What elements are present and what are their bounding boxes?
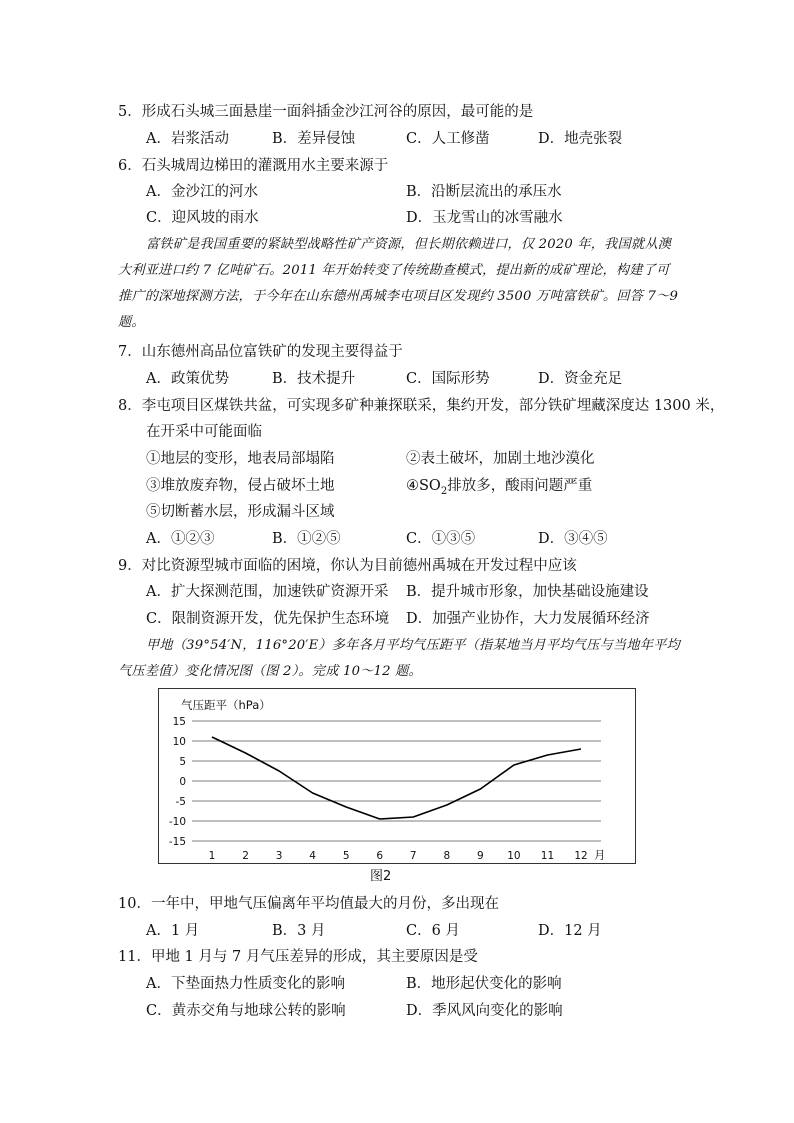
x-tick-label: 8 xyxy=(443,850,451,862)
intro1-line-2: 大利亚进口约 7 亿吨矿石。2011 年开始转变了传统勘查模式，提出新的成矿理论，构建了可 xyxy=(118,263,670,278)
y-tick-label: 10 xyxy=(172,736,186,748)
x-tick-label: 10 xyxy=(507,850,521,862)
q8-option-d: D．③④⑤ xyxy=(538,531,608,547)
q9-option-b: B．提升城市形象，加快基础设施建设 xyxy=(406,584,649,600)
q7-option-c: C．国际形势 xyxy=(406,371,490,387)
q5-option-c: C．人工修凿 xyxy=(406,131,490,147)
chart-svg xyxy=(159,689,635,863)
q8-item-5: ⑤切断蓄水层，形成漏斗区域 xyxy=(146,504,335,520)
q8-option-b: B．①②⑤ xyxy=(272,531,341,547)
chart-title: 气压距平（hPa） xyxy=(181,698,271,712)
intro2-line-2: 气压差值）变化情况图（图 2）。完成 10～12 题。 xyxy=(118,664,422,679)
q9-option-a: A．扩大探测范围，加速铁矿资源开采 xyxy=(146,584,389,600)
q6-option-b: B．沿断层流出的承压水 xyxy=(406,184,562,200)
q8-item-4 xyxy=(406,476,592,496)
q8-item-4-suffix: 排放多，酸雨问题严重 xyxy=(447,478,593,494)
y-tick-label: -15 xyxy=(168,836,186,848)
x-tick-label: 3 xyxy=(275,850,283,862)
x-tick-label: 7 xyxy=(409,850,417,862)
q7-option-d: D．资金充足 xyxy=(538,371,623,387)
y-tick-label: 15 xyxy=(172,716,186,728)
q8-item-2: ②表土破坏，加剧土地沙漠化 xyxy=(406,451,595,467)
q9-option-c: C．限制资源开发，优先保护生态环境 xyxy=(146,611,390,627)
q6-option-a: A．金沙江的河水 xyxy=(146,184,258,200)
q9-option-d: D．加强产业协作，大力发展循环经济 xyxy=(406,611,650,627)
pressure-anomaly-chart xyxy=(158,688,636,864)
q10-option-a: A．1 月 xyxy=(146,923,200,939)
x-tick-label: 4 xyxy=(309,850,316,862)
q8-stem-line-2: 在开采中可能面临 xyxy=(146,424,262,440)
intro1-line-4: 题。 xyxy=(118,315,145,330)
q8-item-4-prefix: ④SO xyxy=(406,478,441,494)
q11-option-b: B．地形起伏变化的影响 xyxy=(406,976,562,992)
intro2-line-1: 甲地（39°54′N，116°20′E）多年各月平均气压距平（指某地当月平均气压与当地年平均 xyxy=(146,638,680,653)
q5-stem: 5．形成石头城三面悬崖一面斜插金沙江河谷的原因，最可能的是 xyxy=(118,104,534,120)
x-tick-label: 9 xyxy=(477,850,484,862)
q6-option-d: D．玉龙雪山的冰雪融水 xyxy=(406,210,563,226)
q8-item-3: ③堆放废弃物，侵占破坏土地 xyxy=(146,478,335,494)
y-tick-label: 5 xyxy=(179,756,186,768)
q11-option-c: C．黄赤交角与地球公转的影响 xyxy=(146,1003,346,1019)
q5-option-d: D．地壳张裂 xyxy=(538,131,623,147)
q6-option-c: C．迎风坡的雨水 xyxy=(146,210,259,226)
x-tick-label: 1 xyxy=(208,850,216,862)
q7-stem: 7．山东德州高品位富铁矿的发现主要得益于 xyxy=(118,344,403,360)
y-tick-label: -5 xyxy=(175,796,186,808)
q11-option-d: D．季风风向变化的影响 xyxy=(406,1003,563,1019)
figure-caption: 图2 xyxy=(370,869,392,884)
q9-stem: 9．对比资源型城市面临的困境，你认为目前德州禹城在开发过程中应该 xyxy=(118,558,577,574)
y-tick-label: -10 xyxy=(168,816,186,828)
q8-item-1: ①地层的变形，地表局部塌陷 xyxy=(146,451,335,467)
x-tick-label: 2 xyxy=(242,850,249,862)
intro1-line-3: 推广的深地探测方法，于今年在山东德州禹城李屯项目区发现约 3500 万吨富铁矿。回答 7～9 xyxy=(118,289,679,304)
x-axis-label: 月 xyxy=(594,848,606,862)
q10-option-d: D．12 月 xyxy=(538,923,602,939)
q11-stem: 11．甲地 1 月与 7 月气压差异的形成，其主要原因是受 xyxy=(118,949,478,965)
q5-option-a: A．岩浆活动 xyxy=(146,131,229,147)
q10-option-b: B．3 月 xyxy=(272,923,326,939)
q10-stem: 10．一年中，甲地气压偏离年平均值最大的月份，多出现在 xyxy=(118,896,499,912)
q5-option-b: B．差异侵蚀 xyxy=(272,131,356,147)
q8-option-c: C．①③⑤ xyxy=(406,531,476,547)
series-line xyxy=(212,737,581,819)
q8-option-a: A．①②③ xyxy=(146,531,215,547)
x-tick-label: 11 xyxy=(540,850,555,862)
q6-stem: 6．石头城周边梯田的灌溉用水主要来源于 xyxy=(118,158,389,174)
x-tick-label: 12 xyxy=(574,850,588,862)
q8-item-4-subscript: 2 xyxy=(440,485,448,497)
q11-option-a: A．下垫面热力性质变化的影响 xyxy=(146,976,345,992)
q8-stem-line-1: 8．李屯项目区煤铁共盆，可实现多矿种兼探联采，集约开发，部分铁矿埋藏深度达 1300 米， xyxy=(118,398,725,414)
q7-option-b: B．技术提升 xyxy=(272,371,356,387)
x-tick-label: 5 xyxy=(342,850,350,862)
x-tick-label: 6 xyxy=(376,850,384,862)
q7-option-a: A．政策优势 xyxy=(146,371,229,387)
intro1-line-1: 富铁矿是我国重要的紧缺型战略性矿产资源，但长期依赖进口，仅 2020 年，我国就从澳 xyxy=(146,237,672,252)
y-tick-label: 0 xyxy=(179,776,186,788)
q10-option-c: C．6 月 xyxy=(406,923,460,939)
